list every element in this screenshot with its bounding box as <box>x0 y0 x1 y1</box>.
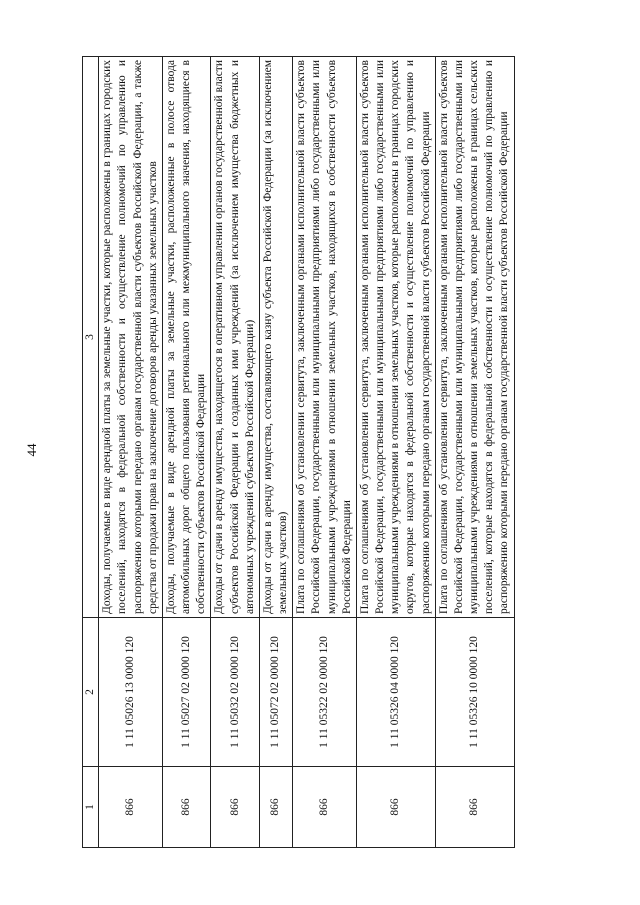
admin-code-cell: 866 <box>293 767 357 848</box>
table-row <box>162 57 211 848</box>
description-cell: Плата по соглашениям об установлении сервитута, заключенным органами исполнительной власти субъектов Российской Федерации, государственными или муниципальными предприятиями либо государственными или муниципальными учреждениями в отношении земельных участков, которые расположены в границах городских округов, которые находятся в федеральной собственности и осуществление полномочий по управлению и распоряжению которыми передано органам государственной власти субъектов Российской Федерации <box>356 57 435 618</box>
description-cell: Доходы от сдачи в аренду имущества, находящегося в оперативном управлении органов государственной власти субъектов Российской Федерации и созданных ими учреждений (за исключением имущества бюджетных и автономных учреждений субъектов Российской Федерации) <box>211 57 260 618</box>
revenue-code-cell: 1 11 05326 10 0000 120 <box>435 618 514 767</box>
admin-code-cell: 866 <box>211 767 260 848</box>
table-row <box>211 57 260 848</box>
description-cell: Доходы, получаемые в виде арендной платы за земельные участки, расположенные в полосе отвода автомобильных дорог общего пользования регионального или межмуниципального значения, находящиеся в собственности субъектов Российской Федерации <box>162 57 211 618</box>
table-row <box>293 57 357 848</box>
revenue-codes-table <box>82 56 515 848</box>
admin-code-cell: 866 <box>99 767 163 848</box>
column-header: 1 <box>83 767 99 848</box>
table-row <box>435 57 514 848</box>
description-cell: Плата по соглашениям об установлении сервитута, заключенным органами исполнительной власти субъектов Российской Федерации, государственными или муниципальными предприятиями либо государственными или муниципальными учреждениями в отношении земельных участков, находящихся в собственности субъектов Российской Федерации <box>293 57 357 618</box>
column-header: 2 <box>83 618 99 767</box>
revenue-code-cell: 1 11 05322 02 0000 120 <box>293 618 357 767</box>
table-row <box>99 57 163 848</box>
table-row <box>356 57 435 848</box>
description-cell: Доходы, получаемые в виде арендной платы за земельные участки, которые расположены в границах городских поселений, находятся в федеральной собственности и осуществление полномочий по управлению и распоряжению которыми передано органам государственной власти субъектов Российской Федерации, а также средства от продажи права на заключение договоров аренды указанных земельных участков <box>99 57 163 618</box>
revenue-code-cell: 1 11 05027 02 0000 120 <box>162 618 211 767</box>
revenue-code-cell: 1 11 05072 02 0000 120 <box>259 618 292 767</box>
table-row <box>259 57 292 848</box>
revenue-code-cell: 1 11 05326 04 0000 120 <box>356 618 435 767</box>
description-cell: Доходы от сдачи в аренду имущества, составляющего казну субъекта Российской Федерации (за исключением земельных участков) <box>259 57 292 618</box>
column-header: 3 <box>83 57 99 618</box>
description-cell: Плата по соглашениям об установлении сервитута, заключенным органами исполнительной власти субъектов Российской Федерации, государственными или муниципальными предприятиями либо государственными или муниципальными учреждениями в отношении земельных участков, которые расположены в границах сельских поселений, которые находятся в федеральной собственности и осуществление полномочий по управлению и распоряжению которыми передано органам государственной власти субъектов Российской Федерации <box>435 57 514 618</box>
revenue-code-cell: 1 11 05032 02 0000 120 <box>211 618 260 767</box>
revenue-code-cell: 1 11 05026 13 0000 120 <box>99 618 163 767</box>
admin-code-cell: 866 <box>162 767 211 848</box>
page-number: 44 <box>24 443 39 457</box>
admin-code-cell: 866 <box>435 767 514 848</box>
table-header-row <box>83 57 99 848</box>
rotated-page-content <box>82 56 515 848</box>
admin-code-cell: 866 <box>259 767 292 848</box>
admin-code-cell: 866 <box>356 767 435 848</box>
